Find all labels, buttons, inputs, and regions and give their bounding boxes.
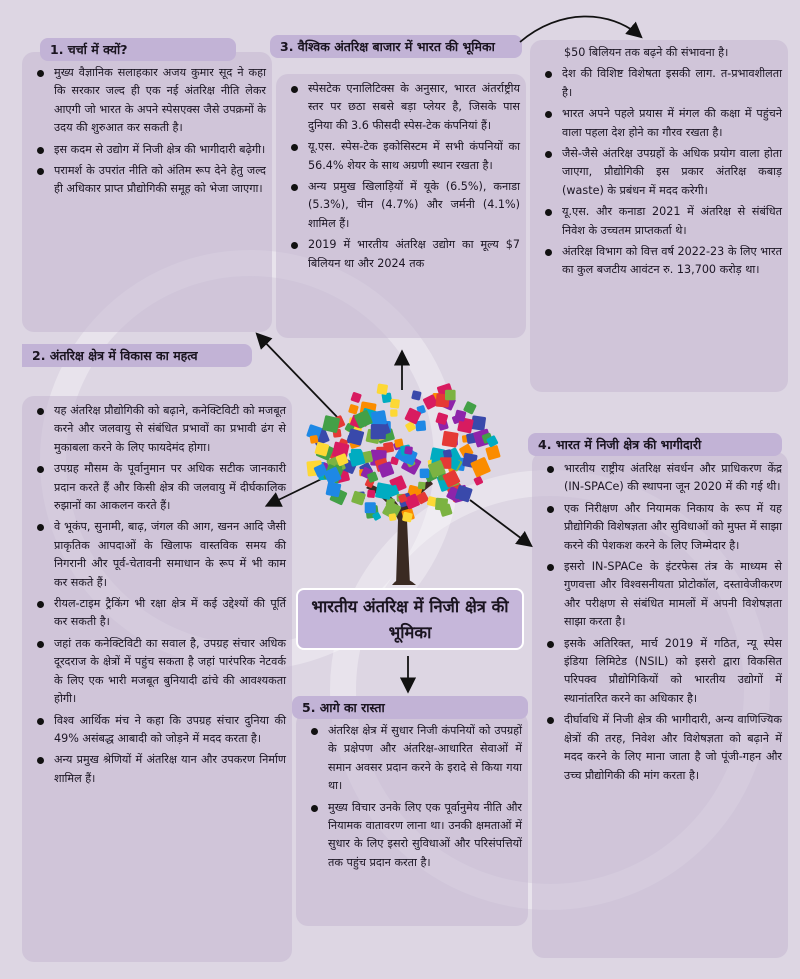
list-item: परामर्श के उपरांत नीति को अंतिम रूप देने हेतु जल्द ही अधिकार प्राप्त प्रौद्योगिकी समूह को भेजा जाएगा। [26,162,266,199]
list-item: दीर्घावधि में निजी क्षेत्र की भागीदारी, अन्य वाणिज्यिक क्षेत्रों की तरह, निवेश और विशेषज्ञता को बढ़ाने में मदद करने के लिए माना जाता है जो पूंजी-गहन और उच्च प्रौद्योगिकी की मांग करता है। [536,711,782,785]
list-item: जहां तक कनेक्टिविटी का सवाल है, उपग्रह संचार अधिक दूरदराज के क्षेत्रों में पहुंच सकता है जहां पारंपरिक नेटवर्क के लिए एक भारी मजबूत बुनियादी ढांचे की आवश्यकता होगी। [26,635,286,709]
leaf-tile [411,390,422,401]
arrow-icon [470,500,530,545]
list-item: इसरो IN-SPACe के इंटरफेस तंत्र के माध्यम से गुणवत्ता और विश्वसनीयता प्रोटोकॉल, दस्तावेजीकरण और परीक्षण से संबंधित मामलों में अपनी विशेषज्ञता साझा करता है। [536,558,782,632]
list-item: मुख्य विचार उनके लिए एक पूर्वानुमेय नीति और नियामक वातावरण लाना था। उनकी क्षमताओं में सुधार के लिए इसरो सुविधाओं और परिसंपत्तियों तक पहुंच प्रदान करता है। [300,799,522,873]
list-item: अन्य प्रमुख खिलाड़ियों में यूके (6.5%), कनाडा (5.3%), चीन (4.7%) और जर्मनी (4.1%) शामिल हैं। [280,178,520,233]
list-item: इस कदम से उद्योग में निजी क्षेत्र की भागीदारी बढ़ेगी। [26,141,266,159]
list-item: देश की विशिष्ट विशेषता इसकी लाग. त-प्रभावशीलता है। [534,65,782,102]
section-4-title: 4. भारत में निजी क्षेत्र की भागीदारी [528,433,782,456]
leaf-tile [325,481,341,497]
leaf-tile [310,435,319,444]
leaf-tile [365,502,376,513]
leaf-tile [376,383,388,395]
section-3-title: 3. वैश्विक अंतरिक्ष बाजार में भारत की भूमिका [270,35,522,58]
list-item: इसके अतिरिक्त, मार्च 2019 में गठित, न्यू स्पेस इंडिया लिमिटेड (NSIL) को इसरो द्वारा विकसित परिपक्व प्रौद्योगिकियों को भारतीय उद्योगों में स्थानांतरित करने का अधिकार है। [536,635,782,709]
leaf-tile [485,445,501,461]
center-title: भारतीय अंतरिक्ष में निजी क्षेत्र की भूमिका [296,588,524,650]
list-item: वे भूकंप, सुनामी, बाढ़, जंगल की आग, खनन आदि जैसी प्राकृतिक आपदाओं के खिलाफ वास्तविक समय की निगरानी और पूर्व-चेतावनी समाधान के रूप में भी काम कर सकते हैं। [26,518,286,592]
leaf-tile [390,399,400,409]
section-2-title: 2. अंतरिक्ष क्षेत्र में विकास का महत्व [22,344,252,367]
arrow-icon [258,335,340,420]
leaf-tile [404,446,413,455]
list-item: जैसे-जैसे अंतरिक्ष उपग्रहों के अधिक प्रयोग वाला होता जाएगा, प्रौद्योगिकी इस प्रकार अंतरिक्ष कबाड़ (waste) के प्रबंधन में मदद करेगी। [534,145,782,200]
list-item: भारतीय राष्ट्रीय अंतरिक्ष संवर्धन और प्राधिकरण केंद्र (IN-SPACe) की स्थापना जून 2020 में की गई थी। [536,460,782,497]
section-1-title: 1. चर्चा में क्यों? [40,38,236,61]
leaf-tile [375,482,393,500]
section-5-title: 5. आगे का रास्ता [292,696,528,719]
leaf-tile [443,449,452,458]
arrow-icon [520,16,640,42]
leaf-tile [371,410,387,426]
list-item: भारत अपने पहले प्रयास में मंगल की कक्षा में पहुंचने वाला पहला देश होने का गौरव रखता है। [534,105,782,142]
leaf-tile [420,469,430,479]
list-item: रीयल-टाइम ट्रैकिंग भी रक्षा क्षेत्र में कई उद्देश्यों की पूर्ति कर सकती है। [26,595,286,632]
list-item: यह अंतरिक्ष प्रौद्योगिकी को बढ़ाने, कनेक्टिविटी को मजबूत करने और जलवायु से संबंधित प्रभावों का प्रभावी ढंग से मुकाबला करने के लिए फायदेमंद होगा। [26,402,286,457]
list-item: 2019 में भारतीय अंतरिक्ष उद्योग का मूल्य $7 बिलियन था और 2024 तक [280,236,520,273]
leaf-tile [348,404,359,415]
list-item: विश्व आर्थिक मंच ने कहा कि उपग्रह संचार दुनिया की 49% असंबद्ध आबादी को जोड़ने में मदद करता है। [26,712,286,749]
list-item: यू.एस. स्पेस-टेक इकोसिस्टम में सभी कंपनियों का 56.4% शेयर के साथ अग्रणी स्थान रखता है। [280,138,520,175]
list-item: मुख्य वैज्ञानिक सलाहकार अजय कुमार सूद ने कहा कि सरकार जल्द ही एक नई अंतरिक्ष नीति लेकर आएगी जो भारत के अपने स्पेसएक्स जैसे उपक्रमों के उदय की शुरुआत कर सकती है। [26,64,266,138]
list-item: अंतरिक्ष क्षेत्र में सुधार निजी कंपनियों को उपग्रहों के प्रक्षेपण और अंतरिक्ष-आधारित सेवाओं में समान अवसर प्रदान करने के इरादे से किया गया था। [300,722,522,796]
leaf-tile [435,498,448,511]
list-item: अन्य प्रमुख श्रेणियों में अंतरिक्ष यान और उपकरण निर्माण शामिल हैं। [26,751,286,788]
leaf-tile [367,490,375,498]
leaf-tile [388,513,396,521]
leaf-tile [390,409,397,416]
leaf-tile [350,392,362,404]
leaf-tile [371,424,386,439]
leaf-tile [418,482,426,490]
list-item: यू.एस. और कनाडा 2021 में अंतरिक्ष से संबंधित निवेश के उच्चतम प्राप्तकर्ता थे। [534,203,782,240]
leaf-tile [445,390,456,401]
list-item: एक निरीक्षण और नियामक निकाय के रूप में यह प्रौद्योगिकी विशेषज्ञता और सुविधाओं को मुफ्त में साझा करने की पेशकश करने के लिए जिम्मेदार है। [536,500,782,555]
leaf-tile [473,476,483,486]
leaf-tile [442,431,459,448]
list-item: अंतरिक्ष विभाग को वित्त वर्ष 2022-23 के लिए भारत का कुल बजटीय आवंटन रु. 13,700 करोड़ था। [534,243,782,280]
list-item: स्पेसटेक एनालिटिक्स के अनुसार, भारत अंतर्राष्ट्रीय स्तर पर छठा सबसे बड़ा प्लेयर है, जिसके पास दुनिया की 3.6 फीसदी स्पेस-टेक कंपनियां हैं। [280,80,520,135]
list-item: उपग्रह मौसम के पूर्वानुमान पर अधिक सटीक जानकारी प्रदान करते हैं और किसी क्षेत्र की जलवायु में दीर्घकालिक रुझानों का आकलन करते हैं। [26,460,286,515]
section-3-continuation-text: $50 बिलियन तक बढ़ने की संभावना है। [564,46,729,59]
